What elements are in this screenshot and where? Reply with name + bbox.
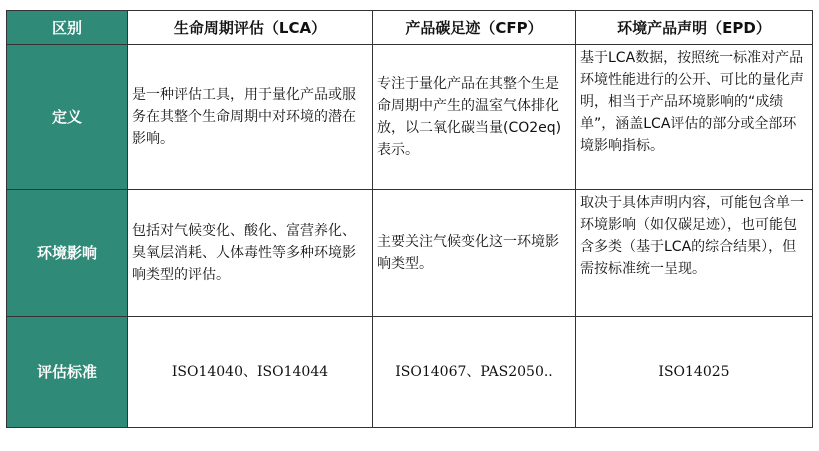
cell-cfp-standards: ISO14067、PAS2050.. <box>373 317 576 428</box>
cell-epd-definition: 基于LCA数据，按照统一标准对产品环境性能进行的公开、可比的量化声明，相当于产品环境影响的“成绩单”，涵盖LCA评估的部分或全部环境影响指标。 <box>576 45 813 190</box>
cell-lca-standards: ISO14040、ISO14044 <box>128 317 373 428</box>
header-lca: 生命周期评估（LCA） <box>128 11 373 45</box>
header-distinction: 区别 <box>7 11 128 45</box>
row-label-standards: 评估标准 <box>7 317 128 428</box>
cell-lca-definition: 是一种评估工具，用于量化产品或服务在其整个生命周期中对环境的潜在影响。 <box>128 45 373 190</box>
cell-cfp-definition: 专注于量化产品在其整个生是命周期中产生的温室气体排化放，以二氧化碳当量(CO2eq)表示。 <box>373 45 576 190</box>
cell-cfp-impact: 主要关注气候变化这一环境影响类型。 <box>373 190 576 317</box>
cell-epd-impact: 取决于具体声明内容，可能包含单一环境影响（如仅碳足迹），也可能包含多类（基于LCA的综合结果），但需按标准统一呈现。 <box>576 190 813 317</box>
cell-epd-standards: ISO14025 <box>576 317 813 428</box>
cell-lca-impact: 包括对气候变化、酸化、富营养化、臭氧层消耗、人体毒性等多种环境影响类型的评估。 <box>128 190 373 317</box>
comparison-table <box>6 10 813 428</box>
header-cfp: 产品碳足迹（CFP） <box>373 11 576 45</box>
header-epd: 环境产品声明（EPD） <box>576 11 813 45</box>
table-row-definition <box>7 45 813 190</box>
row-label-impact: 环境影响 <box>7 190 128 317</box>
row-label-definition: 定义 <box>7 45 128 190</box>
table-row-impact <box>7 190 813 317</box>
table-row-standards <box>7 317 813 428</box>
header-row <box>7 11 813 45</box>
